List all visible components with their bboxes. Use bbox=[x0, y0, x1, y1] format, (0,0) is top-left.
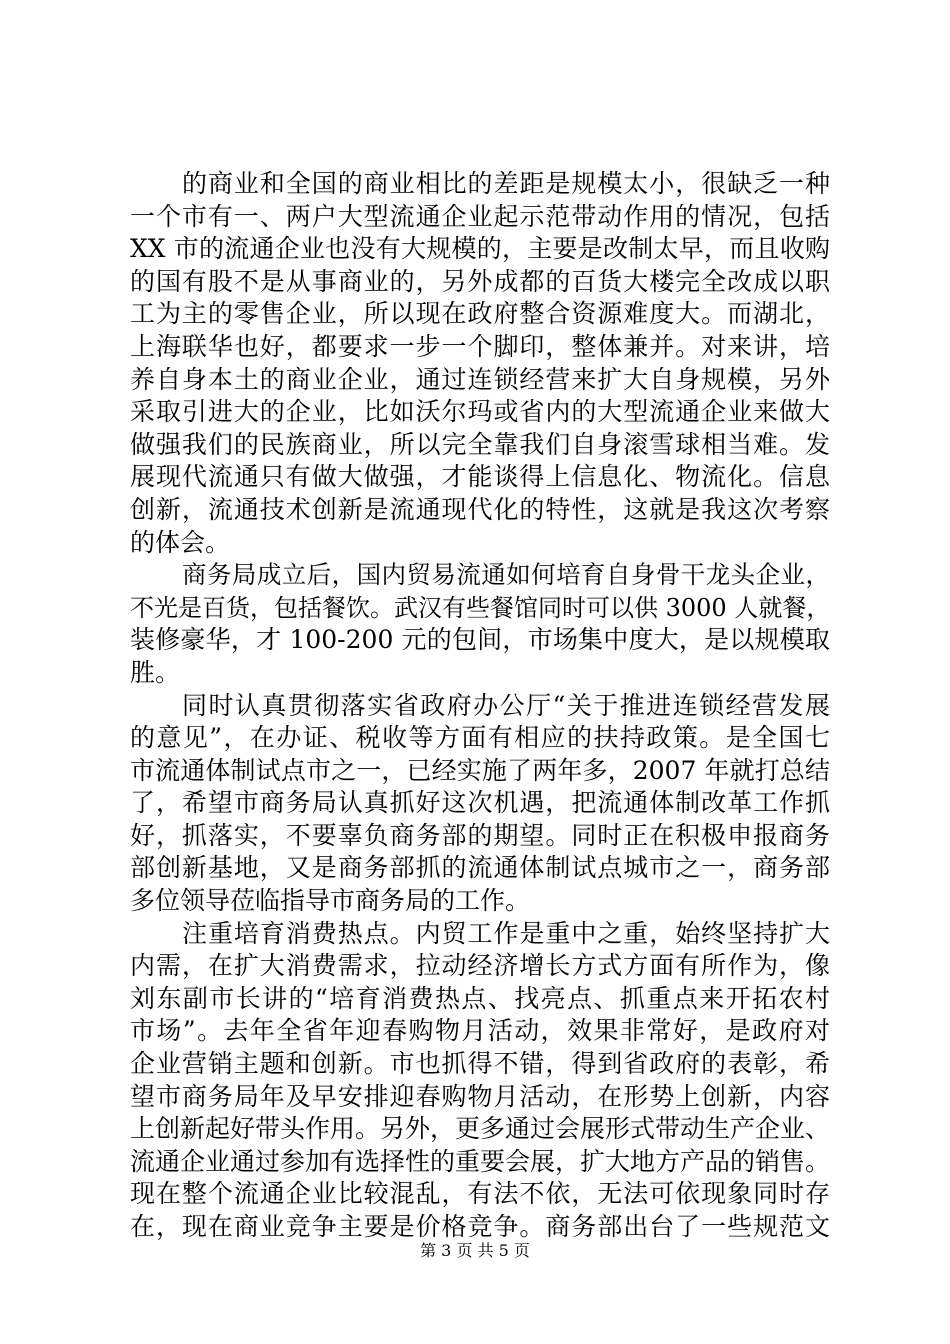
text-line: 做强我们的民族商业，所以完全靠我们自身滚雪球相当难。发 bbox=[130, 429, 830, 459]
text-line: 养自身本土的商业企业，通过连锁经营来扩大自身规模，另外 bbox=[130, 364, 830, 394]
text-line: 望市商务局年及早安排迎春购物月活动，在形势上创新，内容 bbox=[130, 1081, 830, 1111]
text-line: 创新，流通技术创新是流通现代化的特性，这就是我这次考察 bbox=[130, 494, 830, 524]
text-line: 不光是百货，包括餐饮。武汉有些餐馆同时可以供 3000 人就餐， bbox=[130, 593, 831, 622]
text-line: 采取引进大的企业，比如沃尔玛或省内的大型流通企业来做大 bbox=[130, 397, 830, 427]
text-line: 的商业和全国的商业相比的差距是规模太小，很缺乏一种 bbox=[182, 169, 830, 198]
text-line: 现在整个流通企业比较混乱，有法不依，无法可依现象同时存 bbox=[130, 1179, 830, 1209]
text-line: 的体会。 bbox=[130, 527, 231, 557]
document-body bbox=[130, 168, 830, 1244]
text-line: 多位领导莅临指导市商务局的工作。 bbox=[130, 886, 531, 916]
text-line: 刘东副市长讲的“培育消费热点、找亮点、抓重点来开拓农村 bbox=[130, 983, 830, 1013]
text-line: 的意见”，在办证、税收等方面有相应的扶持政策。是全国七 bbox=[130, 723, 830, 753]
text-line: 企业营销主题和创新。市也抓得不错，得到省政府的表彰，希 bbox=[130, 1049, 830, 1079]
text-line: XX 市的流通企业也没有大规模的，主要是改制太早，而且收购 bbox=[130, 234, 830, 264]
text-line: 内需，在扩大消费需求，拉动经济增长方式方面有所作为，像 bbox=[130, 951, 830, 981]
page-number-footer: 第 3 页 共 5 页 bbox=[420, 1241, 530, 1260]
text-line: 上海联华也好，都要求一步一个脚印，整体兼并。对来讲，培 bbox=[130, 331, 830, 361]
text-line: 上创新起好带头作用。另外，更多通过会展形式带动生产企业、 bbox=[130, 1114, 831, 1144]
text-line: 部创新基地，又是商务部抓的流通体制试点城市之一，商务部 bbox=[130, 853, 830, 883]
text-line: 了，希望市商务局认真抓好这次机遇，把流通体制改革工作抓 bbox=[130, 788, 830, 818]
text-line: 市流通体制试点市之一，已经实施了两年多，2007 年就打总结 bbox=[130, 755, 830, 785]
text-line: 流通企业通过参加有选择性的重要会展，扩大地方产品的销售。 bbox=[130, 1146, 831, 1176]
text-line: 一个市有一、两户大型流通企业起示范带动作用的情况，包括 bbox=[130, 201, 830, 231]
text-line: 市场”。去年全省年迎春购物月活动，效果非常好，是政府对 bbox=[130, 1016, 830, 1046]
text-line: 注重培育消费热点。内贸工作是重中之重，始终坚持扩大 bbox=[182, 918, 830, 948]
text-line: 展现代流通只有做大做强，才能谈得上信息化、物流化。信息 bbox=[130, 462, 830, 492]
text-line: 胜。 bbox=[130, 657, 181, 687]
text-line: 同时认真贯彻落实省政府办公厅“关于推进连锁经营发展 bbox=[182, 690, 830, 720]
text-line: 在，现在商业竞争主要是价格竞争。商务部出台了一些规范文 bbox=[130, 1212, 830, 1241]
text-line: 装修豪华，才 100-200 元的包间，市场集中度大，是以规模取 bbox=[130, 625, 830, 655]
text-line: 工为主的零售企业，所以现在政府整合资源难度大。而湖北， bbox=[130, 299, 830, 329]
text-line: 的国有股不是从事商业的，另外成都的百货大楼完全改成以职 bbox=[130, 266, 830, 296]
text-line: 好，抓落实，不要辜负商务部的期望。同时正在积极申报商务 bbox=[130, 820, 830, 850]
text-line: 商务局成立后，国内贸易流通如何培育自身骨干龙头企业， bbox=[182, 560, 830, 590]
